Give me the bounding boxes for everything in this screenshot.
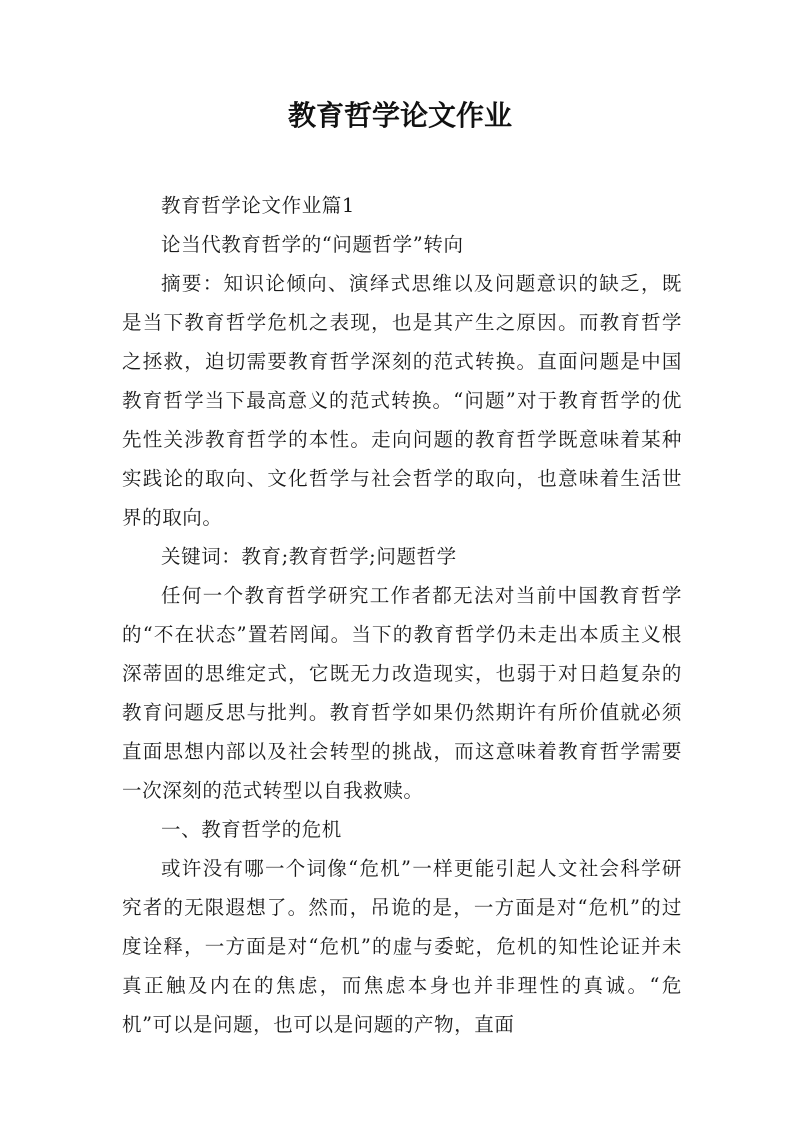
section-heading-1: 一、教育哲学的危机 [161,818,342,841]
body-paragraph: 或许没有哪一个词像“危机”一样更能引起人文社会科学研究者的无限遐想了。然而，吊诡的是，一方面是对“危机”的过度诠释，一方面是对“危机”的虚与委蛇，危机的知性论证并未真正触及内在的焦虑，而焦虑本身也并非理性的真诚。“危机”可以是问题，也可以是问题的产物，直面 [122,857,682,1036]
section-heading: 教育哲学论文作业篇1 [161,194,355,217]
keywords-paragraph: 关键词：教育;教育哲学;问题哲学 [161,545,457,568]
document-title: 教育哲学论文作业 [287,99,512,132]
document-body [122,186,682,1044]
abstract-paragraph: 摘要：知识论倾向、演绎式思维以及问题意识的缺乏，既是当下教育哲学危机之表现，也是其产生之原因。而教育哲学之拯救，迫切需要教育哲学深刻的范式转换。直面问题是中国教育哲学当下最高意义的范式转换。“问题”对于教育哲学的优先性关涉教育哲学的本性。走向问题的教育哲学既意味着某种实践论的取向、文化哲学与社会哲学的取向，也意味着生活世界的取向。 [122,272,682,529]
intro-paragraph: 任何一个教育哲学研究工作者都无法对当前中国教育哲学的“不在状态”置若罔闻。当下的教育哲学仍未走出本质主义根深蒂固的思维定式，它既无力改造现实，也弱于对日趋复杂的教育问题反思与批判。教育哲学如果仍然期许有所价值就必须直面思想内部以及社会转型的挑战，而这意味着教育哲学需要一次深刻的范式转型以自我救赎。 [122,584,682,802]
article-title: 论当代教育哲学的“问题哲学”转向 [161,233,464,256]
